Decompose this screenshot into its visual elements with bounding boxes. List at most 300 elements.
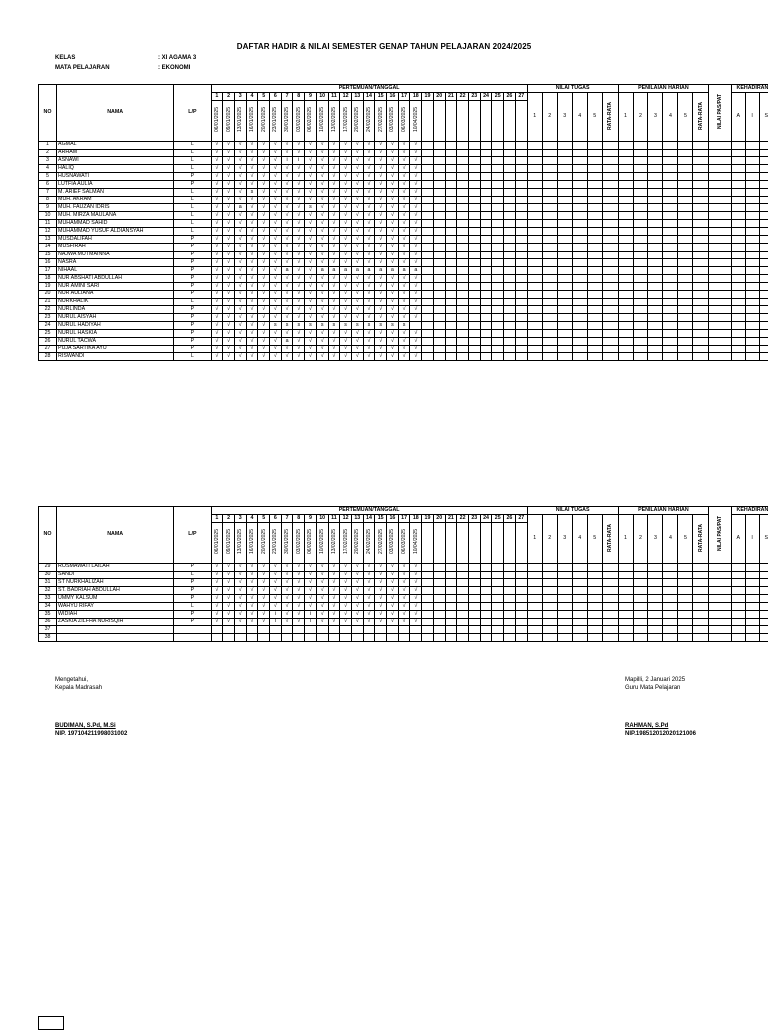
attendance-mark: √: [316, 259, 328, 267]
kehadiran-cell: [745, 157, 759, 165]
score-cell: [557, 235, 572, 243]
attendance-mark: [281, 626, 293, 634]
attendance-mark: √: [340, 180, 352, 188]
attendance-mark: √: [281, 165, 293, 173]
attendance-mark: [433, 196, 445, 204]
student-lp: L: [174, 571, 211, 579]
score-cell: [678, 188, 693, 196]
attendance-mark: √: [375, 149, 387, 157]
attendance-mark: [480, 220, 492, 228]
attendance-mark: √: [410, 579, 422, 587]
attendance-mark: [515, 337, 527, 345]
attendance-mark: √: [246, 345, 258, 353]
score-cell: [542, 322, 557, 330]
attendance-mark: √: [410, 602, 422, 610]
attendance-mark: √: [351, 306, 363, 314]
student-lp: P: [174, 618, 211, 626]
score-cell: [602, 595, 618, 603]
student-name: MUH. MIRZA MAULANA: [57, 212, 174, 220]
attendance-mark: √: [223, 610, 235, 618]
score-cell: [663, 165, 678, 173]
attendance-mark: √: [363, 243, 375, 251]
attendance-mark: [433, 634, 445, 642]
score-cell: [572, 329, 587, 337]
attendance-mark: [468, 618, 480, 626]
attendance-mark: √: [281, 173, 293, 181]
attendance-mark: √: [223, 337, 235, 345]
kehadiran-cell: [731, 141, 745, 149]
attendance-mark: √: [398, 595, 410, 603]
attendance-mark: √: [293, 602, 305, 610]
kehadiran-cell: [745, 579, 759, 587]
attendance-mark: √: [398, 227, 410, 235]
attendance-mark: √: [351, 345, 363, 353]
kehadiran-cell: [745, 595, 759, 603]
score-cell: [618, 165, 633, 173]
attendance-mark: [492, 220, 504, 228]
meeting-date-cell: [422, 522, 434, 563]
attendance-mark: [480, 587, 492, 595]
kehadiran-cell: [759, 149, 768, 157]
score-cell: [602, 353, 618, 361]
attendance-mark: √: [363, 329, 375, 337]
attendance-mark: √: [246, 595, 258, 603]
score-cell: [618, 353, 633, 361]
attendance-mark: [504, 180, 516, 188]
pas-cell: [709, 314, 732, 322]
score-cell: [542, 602, 557, 610]
attendance-mark: [504, 243, 516, 251]
attendance-mark: √: [293, 329, 305, 337]
attendance-mark: √: [410, 259, 422, 267]
attendance-mark: [433, 290, 445, 298]
attendance-mark: [515, 587, 527, 595]
attendance-mark: √: [316, 595, 328, 603]
info-mapel: [55, 65, 190, 71]
attendance-mark: √: [351, 259, 363, 267]
attendance-mark: a: [398, 267, 410, 275]
attendance-mark: [457, 212, 469, 220]
attendance-mark: [515, 602, 527, 610]
attendance-mark: √: [363, 188, 375, 196]
score-cell: [633, 259, 648, 267]
attendance-mark: √: [305, 227, 317, 235]
attendance-mark: √: [223, 571, 235, 579]
attendance-mark: √: [258, 157, 270, 165]
attendance-mark: [457, 282, 469, 290]
attendance-mark: √: [316, 329, 328, 337]
attendance-mark: [375, 626, 387, 634]
attendance-mark: √: [351, 196, 363, 204]
student-row: [39, 267, 768, 275]
attendance-mark: [422, 306, 434, 314]
score-cell: [542, 314, 557, 322]
attendance-mark: √: [340, 235, 352, 243]
attendance-mark: √: [234, 571, 246, 579]
attendance-mark: [492, 571, 504, 579]
attendance-mark: [246, 634, 258, 642]
attendance-mark: i: [293, 157, 305, 165]
kehadiran-cell: [745, 618, 759, 626]
score-cell: [618, 587, 633, 595]
attendance-mark: √: [234, 188, 246, 196]
kehadiran-cell: [745, 165, 759, 173]
attendance-mark: √: [328, 610, 340, 618]
kehadiran-cell: [745, 149, 759, 157]
meeting-date-cell: [504, 100, 516, 141]
score-cell: [678, 212, 693, 220]
attendance-mark: √: [246, 282, 258, 290]
attendance-mark: [504, 149, 516, 157]
attendance-mark: √: [340, 337, 352, 345]
score-cell: [602, 634, 618, 642]
student-name: ST NURKHALIZAH: [57, 579, 174, 587]
score-cell: [663, 337, 678, 345]
kehadiran-cell: [745, 141, 759, 149]
student-row: [39, 243, 768, 251]
kehadiran-cell: [759, 243, 768, 251]
score-cell: [602, 243, 618, 251]
score-cell: [693, 251, 709, 259]
score-cell: [602, 267, 618, 275]
attendance-mark: √: [293, 345, 305, 353]
student-no: 3: [39, 157, 57, 165]
kehadiran-cell: [745, 243, 759, 251]
score-cell: [648, 220, 663, 228]
attendance-mark: √: [305, 353, 317, 361]
attendance-mark: [480, 626, 492, 634]
attendance-mark: √: [258, 165, 270, 173]
pas-cell: [709, 634, 732, 642]
meeting-number: 12: [340, 514, 352, 522]
attendance-mark: √: [281, 141, 293, 149]
attendance-mark: √: [340, 595, 352, 603]
attendance-mark: √: [293, 243, 305, 251]
score-cell: [678, 290, 693, 298]
score-cell: [572, 298, 587, 306]
attendance-mark: √: [410, 157, 422, 165]
attendance-mark: √: [211, 165, 223, 173]
kehadiran-cell: [759, 267, 768, 275]
attendance-mark: √: [258, 579, 270, 587]
attendance-mark: [468, 602, 480, 610]
score-cell: [663, 141, 678, 149]
student-name: RISWANDI: [57, 353, 174, 361]
attendance-mark: √: [351, 165, 363, 173]
attendance-mark: √: [316, 290, 328, 298]
attendance-mark: [515, 267, 527, 275]
score-cell: [527, 337, 542, 345]
score-cell: [527, 595, 542, 603]
kehadiran-cell: [745, 251, 759, 259]
attendance-mark: √: [293, 141, 305, 149]
attendance-mark: [328, 626, 340, 634]
attendance-mark: [457, 251, 469, 259]
attendance-mark: √: [375, 595, 387, 603]
meeting-date: 09/01/2025: [226, 529, 232, 554]
attendance-mark: √: [363, 227, 375, 235]
attendance-mark: [457, 220, 469, 228]
score-cell: [542, 235, 557, 243]
score-cell: [602, 235, 618, 243]
kehadiran-cell: [745, 626, 759, 634]
kehadiran-cell: [745, 196, 759, 204]
score-cell: [618, 282, 633, 290]
attendance-mark: [480, 196, 492, 204]
attendance-mark: √: [410, 563, 422, 571]
kehadiran-cell: [745, 227, 759, 235]
score-cell: [557, 220, 572, 228]
score-cell: [527, 212, 542, 220]
attendance-mark: √: [305, 337, 317, 345]
attendance-mark: [433, 282, 445, 290]
kehadiran-cell: [731, 345, 745, 353]
attendance-mark: [445, 275, 457, 283]
meeting-date-cell: [398, 522, 410, 563]
attendance-mark: √: [223, 259, 235, 267]
student-row: [39, 212, 768, 220]
score-cell: [618, 563, 633, 571]
attendance-mark: [422, 563, 434, 571]
score-cell: [693, 267, 709, 275]
student-name: NURUL HADIYAH: [57, 322, 174, 330]
meeting-date: 24/02/2025: [366, 529, 372, 554]
attendance-mark: √: [363, 157, 375, 165]
kehadiran-cell: [731, 329, 745, 337]
attendance-mark: [293, 634, 305, 642]
score-cell: [527, 275, 542, 283]
attendance-mark: [457, 602, 469, 610]
meeting-date-cell: [480, 100, 492, 141]
attendance-mark: √: [340, 618, 352, 626]
kehadiran-cell: [745, 610, 759, 618]
attendance-mark: [433, 243, 445, 251]
attendance-mark: √: [375, 353, 387, 361]
attendance-mark: √: [316, 220, 328, 228]
attendance-mark: [492, 610, 504, 618]
attendance-mark: √: [316, 173, 328, 181]
score-cell: [557, 141, 572, 149]
student-row: [39, 626, 768, 634]
attendance-mark: [433, 173, 445, 181]
score-cell: [633, 180, 648, 188]
attendance-mark: √: [363, 235, 375, 243]
score-cell: [527, 314, 542, 322]
score-cell: [542, 337, 557, 345]
attendance-mark: √: [270, 180, 282, 188]
score-cell: [542, 220, 557, 228]
score-cell: [648, 353, 663, 361]
attendance-mark: √: [387, 353, 399, 361]
attendance-mark: √: [293, 571, 305, 579]
attendance-mark: √: [387, 149, 399, 157]
attendance-mark: [504, 634, 516, 642]
attendance-mark: √: [410, 188, 422, 196]
attendance-mark: √: [293, 314, 305, 322]
score-cell: [618, 275, 633, 283]
attendance-mark: √: [410, 329, 422, 337]
score-cell: [693, 618, 709, 626]
attendance-mark: √: [281, 204, 293, 212]
attendance-mark: [305, 634, 317, 642]
attendance-mark: [422, 337, 434, 345]
attendance-mark: [433, 165, 445, 173]
nilai-pas-label: NILAI PAS/PAT: [717, 516, 723, 551]
attendance-mark: √: [211, 251, 223, 259]
attendance-mark: √: [375, 282, 387, 290]
attendance-mark: [422, 353, 434, 361]
attendance-mark: [422, 173, 434, 181]
attendance-mark: [504, 602, 516, 610]
attendance-mark: √: [234, 602, 246, 610]
score-cell: [602, 563, 618, 571]
score-cell: [587, 212, 602, 220]
kehadiran-cell: [731, 204, 745, 212]
attendance-mark: [410, 634, 422, 642]
student-name: HUSNAWATI: [57, 173, 174, 181]
attendance-mark: √: [351, 157, 363, 165]
attendance-mark: √: [234, 345, 246, 353]
attendance-mark: √: [410, 618, 422, 626]
kehadiran-cell: [731, 618, 745, 626]
attendance-mark: [492, 173, 504, 181]
attendance-mark: √: [340, 290, 352, 298]
attendance-mark: [468, 290, 480, 298]
kehadiran-cell: [759, 212, 768, 220]
attendance-mark: [492, 579, 504, 587]
attendance-mark: √: [351, 180, 363, 188]
meeting-date: 10/04/2025: [413, 107, 419, 132]
attendance-mark: √: [281, 602, 293, 610]
attendance-mark: √: [410, 173, 422, 181]
attendance-mark: √: [387, 188, 399, 196]
attendance-mark: √: [328, 149, 340, 157]
attendance-mark: √: [270, 571, 282, 579]
kehadiran-cell: [731, 165, 745, 173]
attendance-mark: √: [375, 618, 387, 626]
student-no: 14: [39, 243, 57, 251]
attendance-mark: [480, 290, 492, 298]
pas-cell: [709, 259, 732, 267]
student-name: LUTFIA AULIA: [57, 180, 174, 188]
score-cell: [602, 204, 618, 212]
attendance-mark: a: [363, 267, 375, 275]
meeting-date-cell: [211, 522, 223, 563]
attendance-mark: [422, 610, 434, 618]
score-cell: [542, 634, 557, 642]
attendance-mark: √: [328, 290, 340, 298]
score-cell: [527, 149, 542, 157]
student-row: [39, 251, 768, 259]
student-lp: L: [174, 141, 211, 149]
attendance-mark: √: [246, 267, 258, 275]
kehadiran-cell: [759, 634, 768, 642]
score-cell: [572, 149, 587, 157]
attendance-mark: [340, 634, 352, 642]
attendance-mark: √: [234, 306, 246, 314]
attendance-mark: [515, 626, 527, 634]
meeting-number: 22: [457, 92, 469, 100]
score-cell: [572, 173, 587, 181]
attendance-mark: √: [398, 298, 410, 306]
score-cell: [618, 173, 633, 181]
attendance-mark: [234, 626, 246, 634]
score-cell: [633, 322, 648, 330]
attendance-mark: [433, 212, 445, 220]
attendance-mark: √: [211, 563, 223, 571]
attendance-mark: [504, 227, 516, 235]
student-row: [39, 298, 768, 306]
attendance-mark: [515, 563, 527, 571]
meeting-date-cell: [351, 100, 363, 141]
attendance-mark: √: [398, 337, 410, 345]
score-cell: [602, 587, 618, 595]
attendance-mark: √: [398, 173, 410, 181]
score-cell: [648, 329, 663, 337]
score-cell: [527, 173, 542, 181]
score-cell: [618, 571, 633, 579]
score-cell: [678, 165, 693, 173]
score-cell: [572, 196, 587, 204]
kehadiran-cell: [759, 196, 768, 204]
meeting-date-cell: [480, 522, 492, 563]
attendance-mark: a: [351, 267, 363, 275]
score-cell: [527, 165, 542, 173]
attendance-mark: s: [340, 322, 352, 330]
sign-right-name: RAHMAN, S.Pd: [625, 722, 696, 730]
score-cell: [572, 275, 587, 283]
attendance-mark: [445, 626, 457, 634]
pas-cell: [709, 345, 732, 353]
score-cell: [618, 180, 633, 188]
attendance-mark: [480, 602, 492, 610]
kehadiran-cell: [759, 282, 768, 290]
attendance-mark: [515, 220, 527, 228]
kehadiran-cell: [731, 322, 745, 330]
score-cell: [587, 180, 602, 188]
score-cell: [648, 626, 663, 634]
attendance-mark: [468, 610, 480, 618]
attendance-mark: √: [363, 298, 375, 306]
attendance-mark: √: [316, 337, 328, 345]
score-cell: [557, 602, 572, 610]
score-cell: [542, 267, 557, 275]
kehadiran-cell: [759, 290, 768, 298]
kehadiran-cell: [759, 563, 768, 571]
score-cell: [572, 634, 587, 642]
student-no: 11: [39, 220, 57, 228]
attendance-mark: √: [351, 220, 363, 228]
score-cell: [602, 626, 618, 634]
score-cell: [663, 227, 678, 235]
attendance-mark: [457, 173, 469, 181]
attendance-mark: [422, 595, 434, 603]
attendance-mark: √: [363, 579, 375, 587]
attendance-mark: √: [270, 282, 282, 290]
attendance-mark: [433, 337, 445, 345]
attendance-mark: [504, 610, 516, 618]
pas-cell: [709, 571, 732, 579]
attendance-mark: [457, 149, 469, 157]
attendance-mark: [281, 634, 293, 642]
attendance-mark: [492, 337, 504, 345]
score-cell: [557, 196, 572, 204]
attendance-mark: [351, 626, 363, 634]
score-cell: [618, 634, 633, 642]
attendance-mark: √: [340, 579, 352, 587]
attendance-mark: √: [234, 173, 246, 181]
attendance-mark: √: [246, 196, 258, 204]
